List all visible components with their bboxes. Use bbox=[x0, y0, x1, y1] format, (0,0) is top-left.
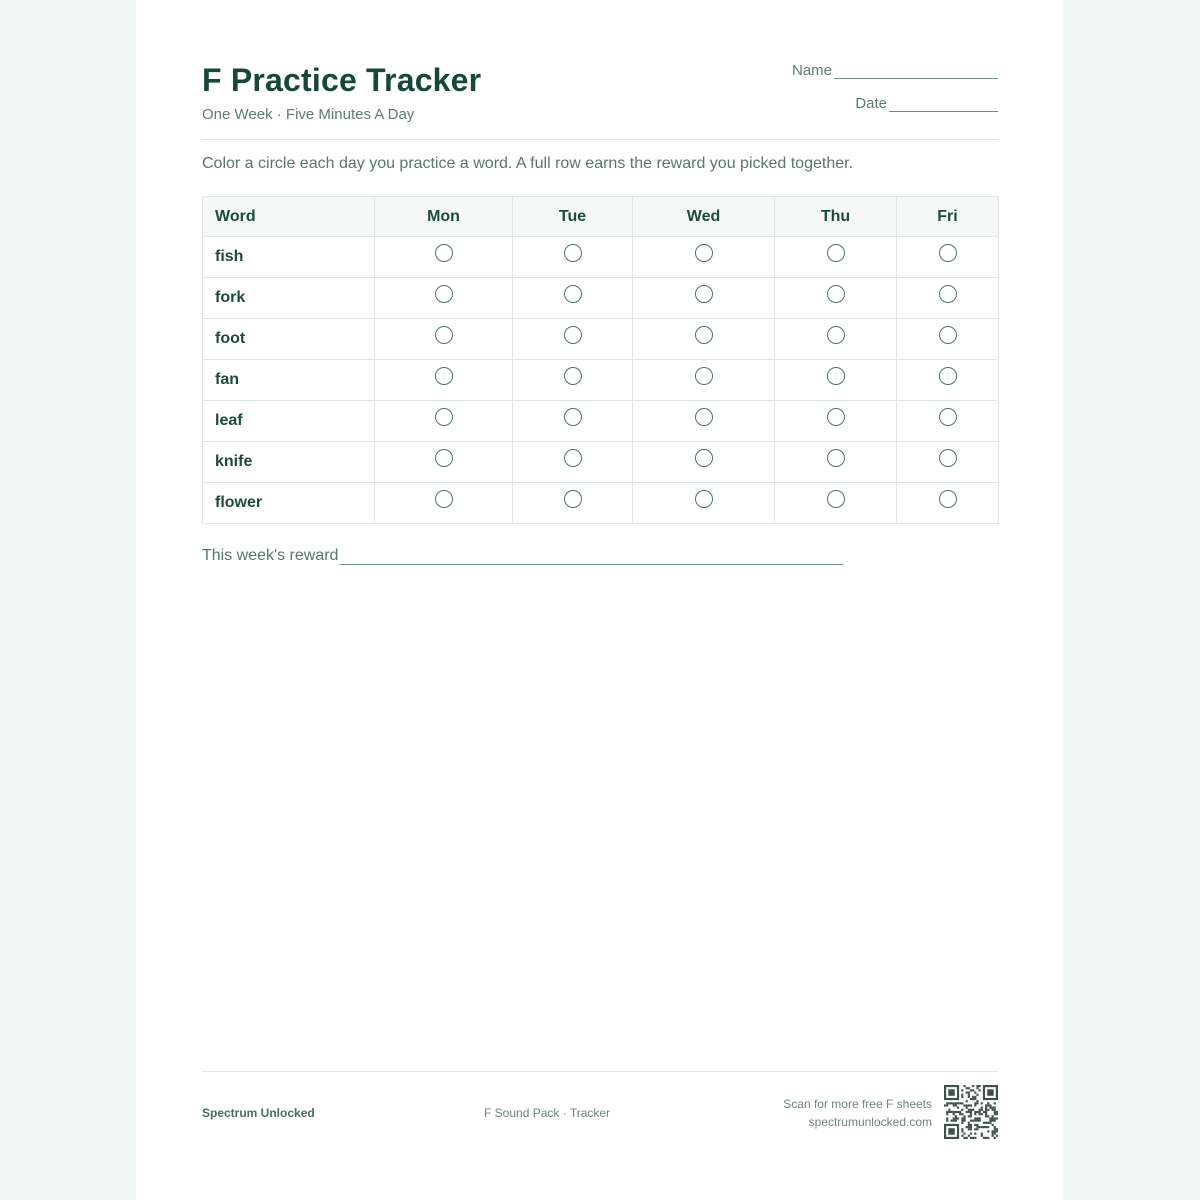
empty-circle-icon[interactable] bbox=[435, 244, 453, 262]
word-cell: foot bbox=[203, 319, 375, 360]
day-cell bbox=[375, 319, 513, 360]
name-line[interactable] bbox=[834, 65, 998, 79]
day-cell bbox=[633, 401, 775, 442]
reward-field[interactable] bbox=[202, 547, 843, 565]
empty-circle-icon[interactable] bbox=[939, 326, 957, 344]
reward-line[interactable] bbox=[340, 549, 843, 565]
empty-circle-icon[interactable] bbox=[827, 285, 845, 303]
column-header-tue: Tue bbox=[513, 197, 633, 237]
column-header-fri: Fri bbox=[897, 197, 999, 237]
empty-circle-icon[interactable] bbox=[939, 408, 957, 426]
day-cell bbox=[375, 401, 513, 442]
date-label: Date bbox=[855, 95, 887, 112]
name-field[interactable] bbox=[792, 62, 998, 79]
empty-circle-icon[interactable] bbox=[695, 244, 713, 262]
empty-circle-icon[interactable] bbox=[939, 285, 957, 303]
table-row bbox=[203, 442, 999, 483]
day-cell bbox=[513, 401, 633, 442]
empty-circle-icon[interactable] bbox=[564, 408, 582, 426]
empty-circle-icon[interactable] bbox=[695, 367, 713, 385]
empty-circle-icon[interactable] bbox=[564, 449, 582, 467]
page-title: F Practice Tracker bbox=[202, 62, 482, 98]
column-header-mon: Mon bbox=[375, 197, 513, 237]
empty-circle-icon[interactable] bbox=[435, 449, 453, 467]
column-header-word: Word bbox=[203, 197, 375, 237]
day-cell bbox=[775, 319, 897, 360]
column-header-wed: Wed bbox=[633, 197, 775, 237]
day-cell bbox=[897, 360, 999, 401]
day-cell bbox=[513, 483, 633, 524]
day-cell bbox=[513, 442, 633, 483]
qr-code-icon[interactable] bbox=[944, 1085, 998, 1139]
empty-circle-icon[interactable] bbox=[435, 367, 453, 385]
day-cell bbox=[513, 319, 633, 360]
empty-circle-icon[interactable] bbox=[435, 490, 453, 508]
day-cell bbox=[513, 360, 633, 401]
footer-brand: Spectrum Unlocked bbox=[202, 1106, 315, 1120]
day-cell bbox=[897, 278, 999, 319]
empty-circle-icon[interactable] bbox=[435, 326, 453, 344]
word-cell: fan bbox=[203, 360, 375, 401]
empty-circle-icon[interactable] bbox=[827, 449, 845, 467]
day-cell bbox=[633, 319, 775, 360]
empty-circle-icon[interactable] bbox=[435, 408, 453, 426]
day-cell bbox=[775, 237, 897, 278]
page-subtitle: One Week · Five Minutes A Day bbox=[202, 106, 415, 123]
day-cell bbox=[897, 483, 999, 524]
day-cell bbox=[633, 483, 775, 524]
day-cell bbox=[775, 360, 897, 401]
empty-circle-icon[interactable] bbox=[564, 326, 582, 344]
day-cell bbox=[633, 278, 775, 319]
day-cell bbox=[375, 483, 513, 524]
day-cell bbox=[897, 237, 999, 278]
footer-scan-info bbox=[783, 1095, 932, 1131]
empty-circle-icon[interactable] bbox=[939, 367, 957, 385]
word-cell: fish bbox=[203, 237, 375, 278]
empty-circle-icon[interactable] bbox=[564, 285, 582, 303]
day-cell bbox=[897, 319, 999, 360]
day-cell bbox=[775, 442, 897, 483]
word-cell: knife bbox=[203, 442, 375, 483]
table-row bbox=[203, 278, 999, 319]
day-cell bbox=[375, 237, 513, 278]
column-header-thu: Thu bbox=[775, 197, 897, 237]
empty-circle-icon[interactable] bbox=[564, 490, 582, 508]
empty-circle-icon[interactable] bbox=[695, 490, 713, 508]
day-cell bbox=[897, 401, 999, 442]
empty-circle-icon[interactable] bbox=[564, 367, 582, 385]
date-field[interactable] bbox=[855, 95, 998, 112]
word-cell: leaf bbox=[203, 401, 375, 442]
empty-circle-icon[interactable] bbox=[695, 326, 713, 344]
day-cell bbox=[775, 483, 897, 524]
table-row bbox=[203, 483, 999, 524]
empty-circle-icon[interactable] bbox=[827, 326, 845, 344]
footer-url[interactable]: spectrumunlocked.com bbox=[808, 1115, 932, 1129]
empty-circle-icon[interactable] bbox=[827, 367, 845, 385]
practice-table bbox=[202, 196, 999, 524]
word-cell: flower bbox=[203, 483, 375, 524]
empty-circle-icon[interactable] bbox=[939, 490, 957, 508]
empty-circle-icon[interactable] bbox=[435, 285, 453, 303]
empty-circle-icon[interactable] bbox=[827, 244, 845, 262]
empty-circle-icon[interactable] bbox=[695, 285, 713, 303]
name-label: Name bbox=[791, 62, 832, 79]
table-row bbox=[203, 319, 999, 360]
empty-circle-icon[interactable] bbox=[827, 408, 845, 426]
day-cell bbox=[375, 278, 513, 319]
day-cell bbox=[633, 442, 775, 483]
footer-divider bbox=[202, 1071, 998, 1072]
day-cell bbox=[775, 278, 897, 319]
empty-circle-icon[interactable] bbox=[695, 449, 713, 467]
empty-circle-icon[interactable] bbox=[564, 244, 582, 262]
footer-pack-label: F Sound Pack · Tracker bbox=[484, 1106, 611, 1120]
word-cell: fork bbox=[203, 278, 375, 319]
table-row bbox=[203, 237, 999, 278]
instructions-text: Color a circle each day you practice a word. A full row earns the reward you picked together. bbox=[202, 155, 854, 172]
date-line[interactable] bbox=[889, 98, 998, 112]
empty-circle-icon[interactable] bbox=[827, 490, 845, 508]
table-header-row bbox=[203, 197, 999, 237]
day-cell bbox=[633, 237, 775, 278]
header-divider bbox=[202, 139, 998, 140]
day-cell bbox=[775, 401, 897, 442]
day-cell bbox=[375, 442, 513, 483]
day-cell bbox=[897, 442, 999, 483]
day-cell bbox=[375, 360, 513, 401]
table-row bbox=[203, 401, 999, 442]
worksheet-page bbox=[136, 0, 1063, 1200]
scan-text: Scan for more free F sheets bbox=[783, 1097, 932, 1111]
reward-label: This week's reward bbox=[202, 547, 339, 564]
table-row bbox=[203, 360, 999, 401]
day-cell bbox=[633, 360, 775, 401]
empty-circle-icon[interactable] bbox=[939, 449, 957, 467]
empty-circle-icon[interactable] bbox=[695, 408, 713, 426]
day-cell bbox=[513, 278, 633, 319]
empty-circle-icon[interactable] bbox=[939, 244, 957, 262]
day-cell bbox=[513, 237, 633, 278]
